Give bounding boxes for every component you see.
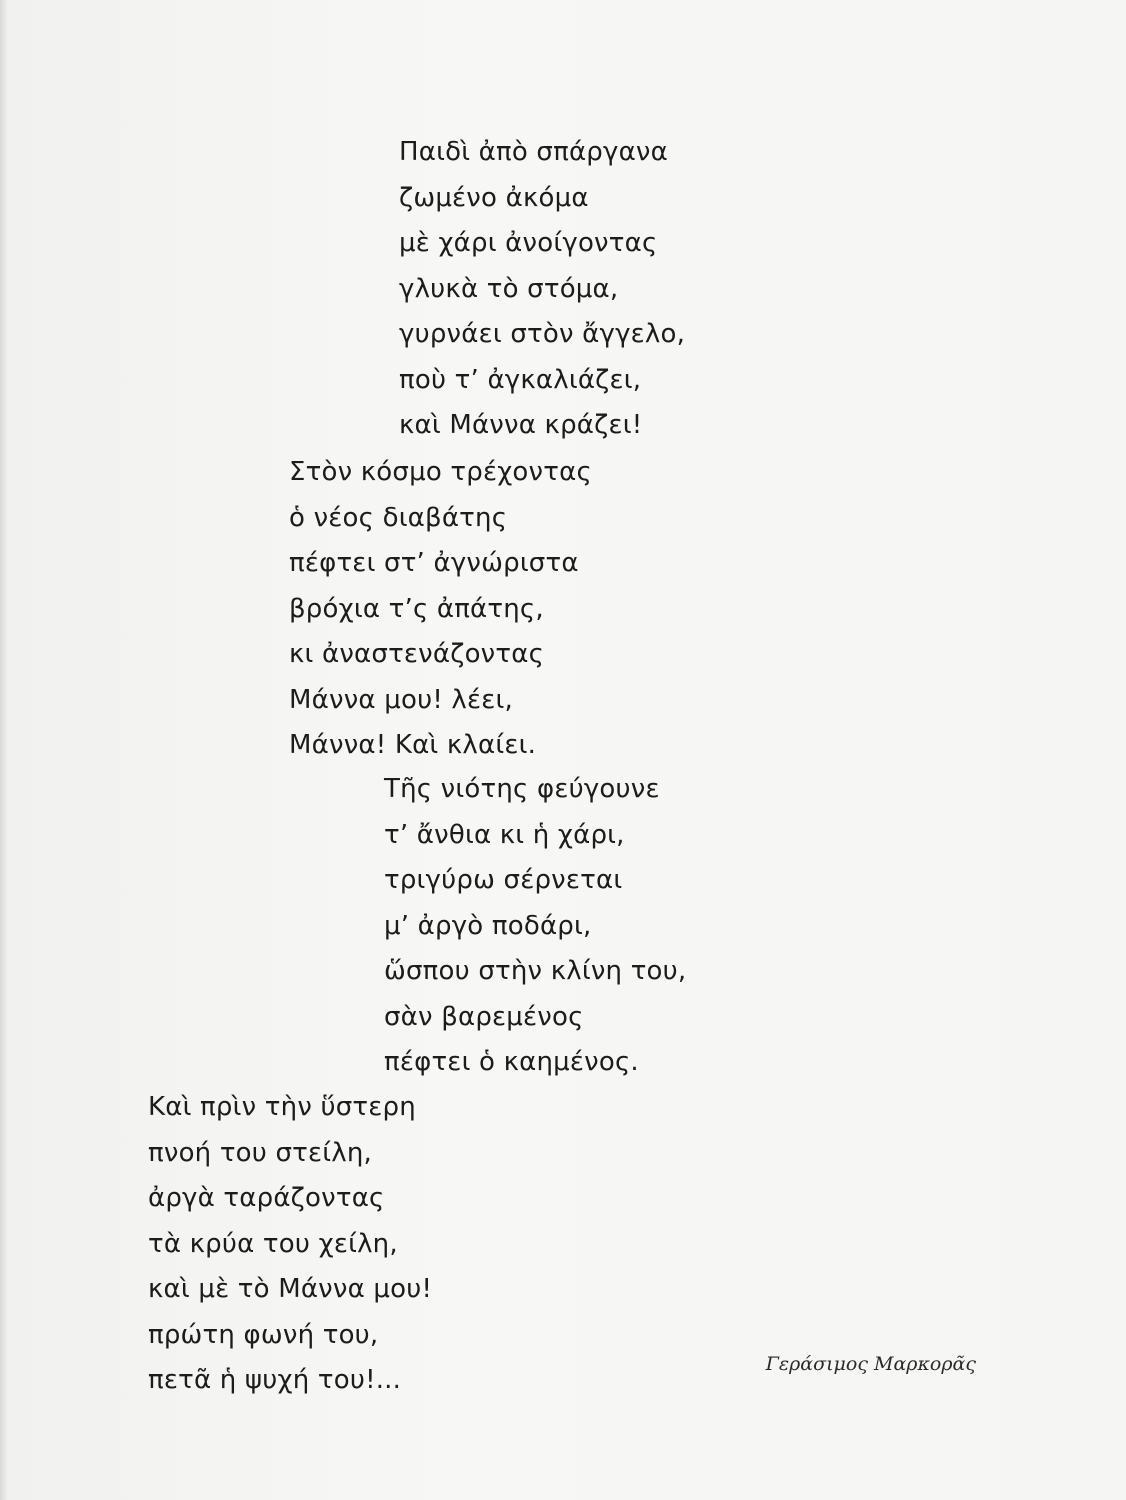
poem-line: τ’ ἄνθια κι ἡ χάρι, <box>384 819 625 850</box>
poem-line: Μάννα! Καὶ κλαίει. <box>289 730 537 760</box>
poem-line: μ’ ἀργὸ ποδάρι, <box>384 910 592 941</box>
poem-line: ζωμένο ἀκόμα <box>399 182 589 213</box>
author-signature: Γεράσιμος Μαρκορᾶς <box>765 1353 976 1375</box>
poem-line: μὲ χάρι ἀνοίγοντας <box>399 228 658 258</box>
poem-stanza-3 <box>384 767 686 1086</box>
poem-stanza-2 <box>289 450 592 769</box>
poem-line: ποὺ τ’ ἀγκαλιάζει, <box>399 364 642 395</box>
poem-line: ὁ νέος διαβάτης <box>289 502 508 533</box>
poem-line: κι ἀναστενάζοντας <box>289 639 545 669</box>
poem-line: γλυκὰ τὸ στόμα, <box>399 273 619 304</box>
poem-line: Στὸν κόσμο τρέχοντας <box>289 457 592 487</box>
poem-stanza-4 <box>148 1085 432 1404</box>
poem-line: πετᾶ ἡ ψυχή του!... <box>148 1365 402 1395</box>
poem-line: πέφτει ὁ καημένος. <box>384 1047 639 1077</box>
poem-line: Τῆς νιότης φεύγουνε <box>384 774 660 804</box>
poem-line: καὶ Μάννα κράζει! <box>399 410 643 440</box>
poem-line: ὥσπου στὴν κλίνη του, <box>384 956 687 986</box>
poem-line: ἀργὰ ταράζοντας <box>148 1183 385 1213</box>
poem-line: τριγύρω σέρνεται <box>384 865 623 895</box>
poem-line: Παιδὶ ἀπὸ σπάργανα <box>399 137 668 167</box>
poem-line: πρώτη φωνή του, <box>148 1319 379 1350</box>
poem-line: βρόχια τ’ς ἀπάτης, <box>289 593 544 624</box>
poem-line: πνοή του στείλη, <box>148 1137 373 1168</box>
poem-line: πέφτει στ’ ἀγνώριστα <box>289 548 579 578</box>
poem-line: σὰν βαρεμένος <box>384 1001 584 1032</box>
poem-stanza-1 <box>399 130 685 449</box>
poem-line: Καὶ πρὶν τὴν ὕστερη <box>148 1092 416 1122</box>
page-gutter-shadow <box>0 0 8 1500</box>
poem-line: τὰ κρύα του χείλη, <box>148 1228 398 1259</box>
poem-line: Μάννα μου! λέει, <box>289 684 513 715</box>
poem-line: γυρνάει στὸν ἄγγελο, <box>399 319 686 349</box>
poem-line: καὶ μὲ τὸ Μάννα μου! <box>148 1274 433 1304</box>
